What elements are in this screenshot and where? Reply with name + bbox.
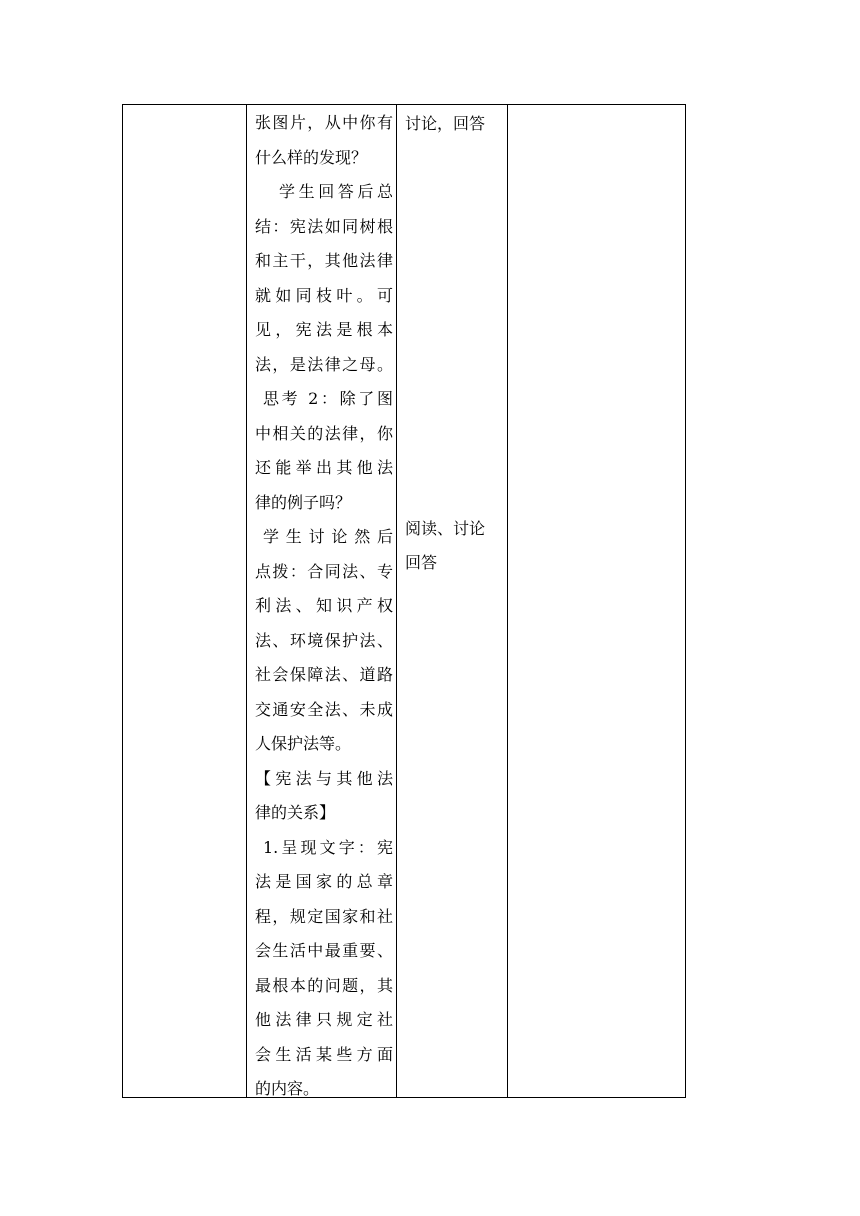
text-line: 社会保障法、道路 (255, 665, 393, 684)
section-heading: 律的关系】 (255, 803, 336, 822)
text-line: 和主干，其他法律 (255, 251, 393, 270)
text-line: 的内容。 (255, 1079, 320, 1098)
text-line: 思考 2：除了图 (263, 389, 393, 408)
text-line: 法，是法律之母。 (255, 354, 393, 374)
student-activity-text: 阅读、讨论 (405, 519, 486, 538)
text-line: 利法、知识产权 (255, 596, 393, 615)
text-line: 什么样的发现？ (255, 147, 368, 167)
text-line: 会生活某些方面 (255, 1044, 393, 1064)
text-line: 交通安全法、未成 (255, 699, 393, 719)
text-line: 还能举出其他法 (255, 458, 393, 477)
table-border-right (685, 104, 686, 1098)
column-divider-1 (246, 104, 247, 1098)
cell-student-activity (405, 104, 505, 1097)
text-line: 学生回答后总 (279, 182, 393, 201)
text-line: 就如同枝叶。可 (255, 285, 393, 305)
table-border-bottom (122, 1097, 686, 1098)
student-activity-text: 讨论，回答 (405, 114, 486, 133)
text-line: 张图片，从中你有 (255, 113, 393, 132)
cell-teacher-activity (255, 104, 393, 1107)
column-divider-2 (396, 104, 397, 1098)
section-heading: 【宪法与其他法 (255, 768, 393, 788)
text-line: 律的例子吗？ (255, 492, 352, 512)
text-line: 1.呈现文字：宪 (263, 837, 393, 857)
text-line: 见，宪法是根本 (255, 320, 393, 339)
text-line: 会生活中最重要、 (255, 941, 393, 960)
text-line: 人保护法等。 (255, 734, 352, 753)
text-line: 他法律只规定社 (255, 1010, 393, 1029)
cell-column-4 (508, 104, 685, 1097)
text-line: 法、环境保护法、 (255, 630, 393, 650)
text-line: 最根本的问题，其 (255, 975, 393, 995)
student-activity-text: 回答 (405, 553, 438, 572)
text-line: 学生讨论然后 (263, 527, 393, 546)
text-line: 结：宪法如同树根 (255, 216, 393, 236)
cell-column-1 (123, 104, 246, 1097)
text-line: 法是国家的总章 (255, 872, 393, 891)
text-line: 点拨：合同法、专 (255, 561, 393, 581)
text-line: 程，规定国家和社 (255, 906, 393, 926)
text-line: 中相关的法律，你 (255, 423, 393, 443)
lesson-table (122, 104, 686, 1098)
